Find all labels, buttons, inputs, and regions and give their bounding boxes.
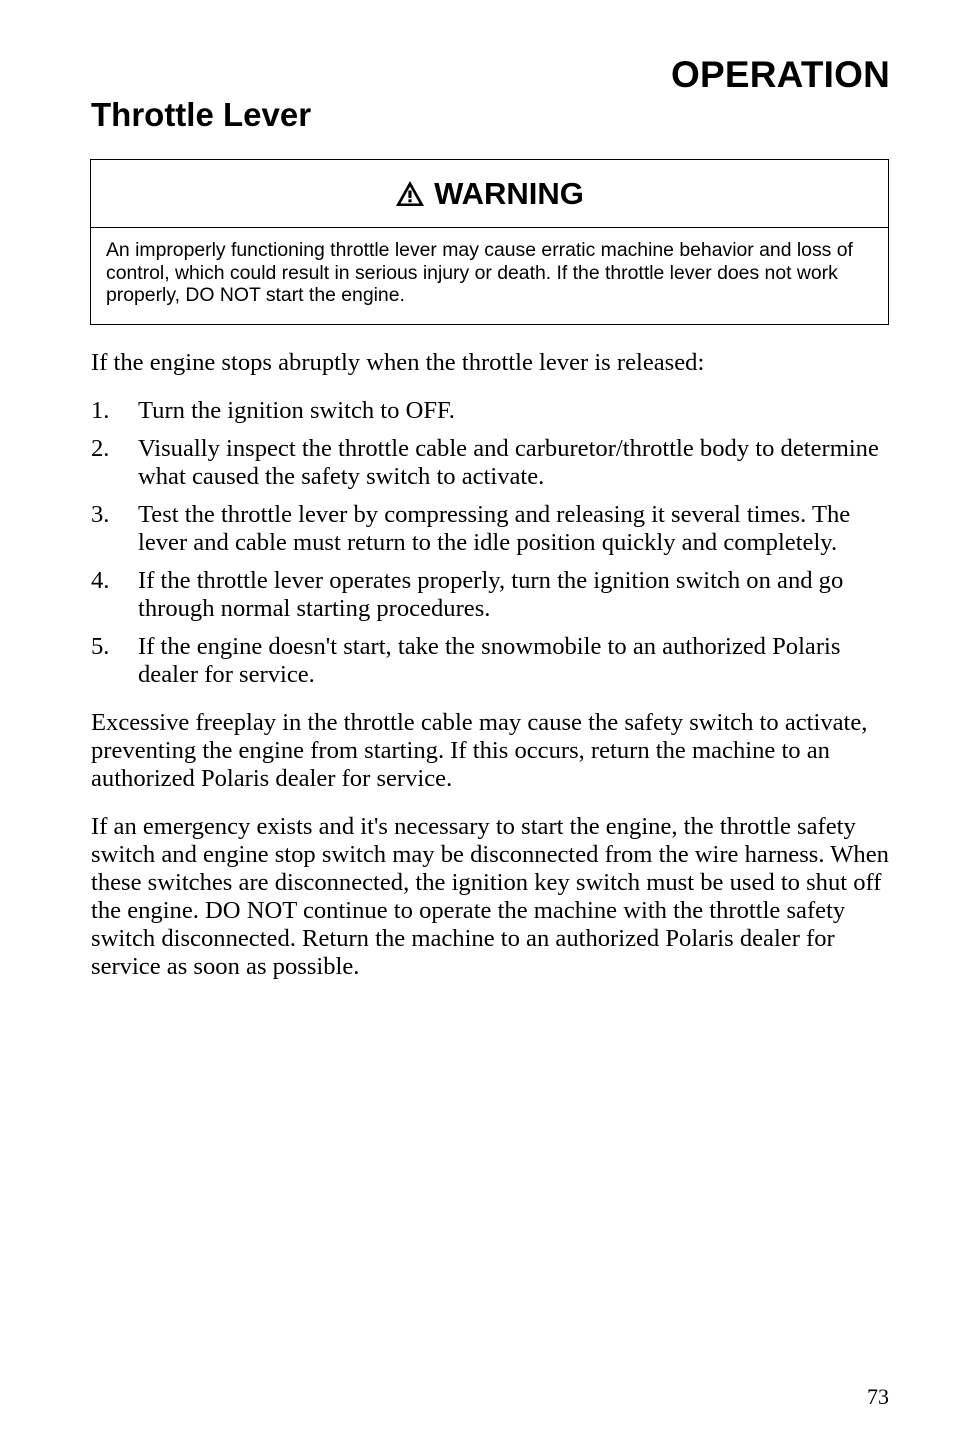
- list-item: [91, 397, 891, 425]
- emergency-paragraph: If an emergency exists and it's necessary to start the engine, the throttle safety switch and engine stop switch may be disconnected from the wire harness. When these switches are disconnected, the ignition key switch must be used to shut off the engine. DO NOT continue to operate the machine with the throttle safety switch disconnected. Return the machine to an authorized Polaris dealer for service as soon as possible.: [91, 813, 889, 980]
- list-item: [91, 435, 891, 491]
- list-item: [91, 567, 891, 623]
- warning-header: [91, 160, 888, 228]
- step-number: 1.: [91, 397, 110, 424]
- section-title: Throttle Lever: [91, 96, 312, 133]
- step-text: If the engine doesn't start, take the snowmobile to an authorized Polaris dealer for service.: [138, 633, 841, 688]
- step-number: 3.: [91, 501, 110, 528]
- page-number: 73: [867, 1384, 889, 1409]
- step-text: Test the throttle lever by compressing and releasing it several times. The lever and cable must return to the idle position quickly and completely.: [138, 501, 851, 556]
- list-item: [91, 501, 891, 557]
- body-content: [91, 349, 891, 981]
- steps-list: [91, 397, 891, 689]
- warning-label: WARNING: [434, 175, 584, 211]
- step-number: 4.: [91, 567, 110, 594]
- step-text: If the throttle lever operates properly, turn the ignition switch on and go through normal starting procedures.: [138, 567, 844, 622]
- intro-paragraph: If the engine stops abruptly when the throttle lever is released:: [91, 349, 705, 376]
- step-text: Visually inspect the throttle cable and carburetor/throttle body to determine what caused the safety switch to activate.: [138, 435, 879, 490]
- step-number: 5.: [91, 633, 110, 660]
- warning-text: An improperly functioning throttle lever may cause erratic machine behavior and loss of control, which could result in serious injury or death. If the throttle lever does not work properly, DO NOT start the engine.: [106, 239, 853, 306]
- warning-box: [90, 159, 889, 325]
- freeplay-paragraph: Excessive freeplay in the throttle cable may cause the safety switch to activate, preventing the engine from starting. If this occurs, return the machine to an authorized Polaris dealer for service.: [91, 709, 868, 792]
- warning-triangle-icon: [395, 180, 425, 207]
- step-number: 2.: [91, 435, 110, 462]
- list-item: [91, 633, 891, 689]
- step-text: Turn the ignition switch to OFF.: [138, 397, 455, 424]
- chapter-header: OPERATION: [670, 54, 890, 95]
